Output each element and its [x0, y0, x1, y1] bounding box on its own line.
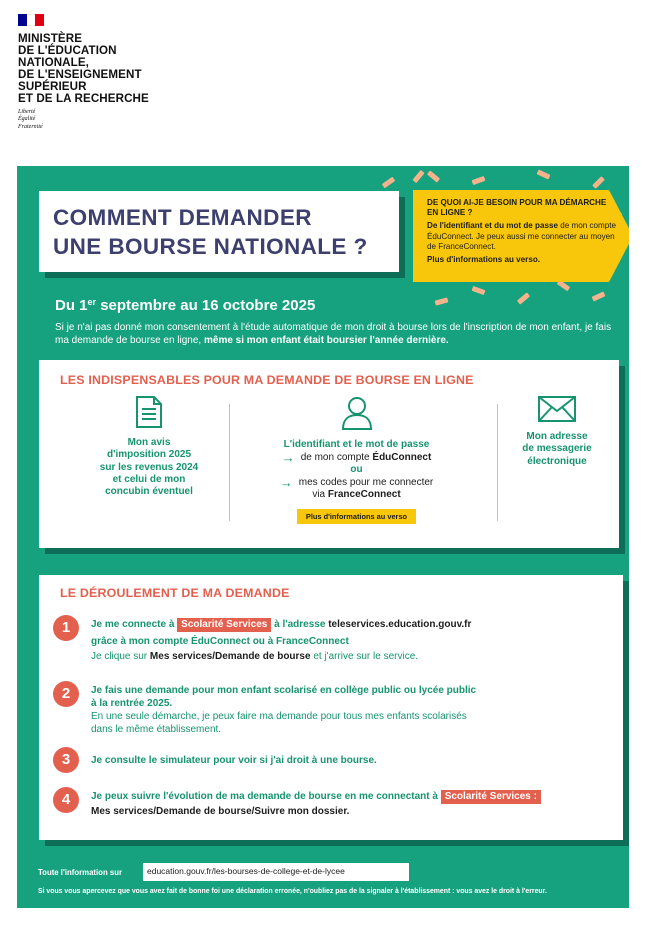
essentials-email-line: électronique — [527, 455, 587, 467]
essentials-tax-line: d'imposition 2025 — [106, 449, 192, 461]
confetti-dash — [517, 292, 530, 304]
title-card — [39, 191, 399, 272]
scolarite-services-tag: Scolarité Services — [177, 618, 271, 632]
poster — [17, 166, 629, 908]
ministry-logo — [18, 14, 238, 131]
info-label: Toute l'information sur — [38, 868, 123, 877]
needs-more-info: Plus d'informations au verso. — [427, 255, 541, 265]
essentials-email-line: Mon adresse — [526, 431, 588, 442]
process-title: LE DÉROULEMENT DE MA DEMANDE — [60, 586, 290, 600]
essentials-title: LES INDISPENSABLES POUR MA DEMANDE DE BOURSE EN LIGNE — [60, 373, 474, 387]
confetti-dash — [435, 297, 449, 305]
motto-line: Égalité — [18, 116, 36, 123]
credentials-educonnect: → de mon compte ÉduConnect — [281, 450, 432, 466]
more-info-tag: Plus d'informations au verso — [297, 509, 416, 524]
step-number: 2 — [53, 681, 79, 707]
motto-line: Liberté — [18, 109, 36, 115]
confetti-dash — [412, 170, 424, 183]
info-url-link[interactable]: education.gouv.fr/les-bourses-de-college-et-de-lycee — [143, 863, 409, 881]
credentials-franceconnect: → mes codes pour me connecter — [279, 475, 434, 491]
step-line: Je fais une demande pour mon enfant scolarisé en collège public ou lycée public — [91, 685, 477, 696]
process-card — [39, 575, 623, 840]
arrow-right-icon: → — [279, 475, 293, 491]
ministry-name-line: ET DE LA RECHERCHE — [18, 92, 149, 105]
confetti-dash — [537, 169, 551, 179]
essentials-email-line: de messagerie — [522, 443, 592, 455]
ministry-name-line: DE L'ENSEIGNEMENT — [18, 68, 142, 81]
french-flag-icon — [18, 14, 44, 26]
ministry-name-line: DE L'ÉDUCATION — [18, 44, 117, 57]
user-icon — [340, 395, 374, 431]
page-title-line-1: COMMENT DEMANDER — [53, 205, 312, 230]
essentials-tax-notice — [84, 395, 214, 498]
step-line: Mes services/Demande de bourse/Suivre mon dossier. — [91, 806, 350, 817]
step-line: grâce à mon compte ÉduConnect ou à FranceConnect — [91, 636, 349, 647]
essentials-tax-line: sur les revenus 2024 — [99, 461, 199, 473]
step-number: 4 — [53, 787, 79, 813]
column-divider — [497, 404, 498, 521]
confetti-dash — [472, 176, 486, 185]
essentials-email — [507, 395, 607, 468]
credentials-or: ou — [350, 464, 363, 476]
step-number: 3 — [53, 747, 79, 773]
confetti-dash — [427, 170, 440, 182]
envelope-icon — [537, 395, 577, 423]
ministry-name-line: SUPÉRIEUR — [18, 80, 87, 93]
step-line: En une seule démarche, je peux faire ma demande pour tous mes enfants scolarisés — [91, 711, 467, 722]
step-line: Je consulte le simulateur pour voir si j'ai droit à une bourse. — [91, 755, 377, 766]
credentials-franceconnect-via: via FranceConnect — [312, 489, 401, 501]
motto-line: Fraternité — [18, 123, 43, 130]
step-line: dans le même établissement. — [91, 724, 222, 735]
essentials-tax-line: Mon avis — [127, 437, 171, 448]
ministry-name-line: NATIONALE, — [18, 56, 89, 69]
document-icon — [135, 395, 163, 429]
essentials-credentials — [229, 395, 484, 524]
page-title-line-2: UNE BOURSE NATIONALE ? — [53, 234, 368, 259]
step-line: à la rentrée 2025. — [91, 698, 173, 709]
step-line: Je peux suivre l'évolution de ma demande de bourse en me connectant à Scolarité Services : — [91, 790, 611, 804]
credentials-heading: L'identifiant et le mot de passe — [283, 439, 430, 450]
step-number: 1 — [53, 615, 79, 641]
arrow-right-icon: → — [281, 450, 295, 466]
ministry-name-line: MINISTÈRE — [18, 32, 83, 45]
needs-answer: De l'identifiant et du mot de passe de mon compte ÉduConnect. Je peux aussi me connecter au moyen de FranceConnect. — [427, 221, 617, 251]
intro-text: Si je n'ai pas donné mon consentement à l'étude automatique de mon droit à bourse lors de l'inscription de mon enfant, je fais ma demande de bourse en ligne, même si mon enfant était boursier l'année dernière. — [55, 322, 612, 346]
step-line: Je me connecte à Scolarité Services à l'adresse teleservices.education.gouv.fr — [91, 619, 472, 630]
scolarite-services-tag: Scolarité Services : — [441, 790, 541, 804]
essentials-tax-line: concubin éventuel — [105, 486, 193, 498]
campaign-dates: Du 1er septembre au 16 octobre 2025 — [55, 297, 316, 314]
step-line: Je clique sur Mes services/Demande de bourse et j'arrive sur le service. — [91, 651, 419, 662]
confetti-dash — [592, 176, 605, 189]
confetti-dash — [592, 291, 606, 301]
essentials-tax-line: et celui de mon — [112, 473, 186, 485]
needs-callout — [413, 190, 629, 282]
republic-motto — [18, 109, 238, 131]
confetti-dash — [382, 177, 396, 189]
essentials-card — [39, 360, 619, 548]
needs-question: DE QUOI AI-JE BESOIN POUR MA DÉMARCHE EN LIGNE ? — [427, 198, 607, 218]
confetti-dash — [472, 286, 486, 295]
disclaimer: Si vous vous apercevez que vous avez fait de bonne foi une déclaration erronée, n'oubliez pas de la signaler à l'établissement : vous avez le droit à l'erreur. — [38, 888, 547, 895]
